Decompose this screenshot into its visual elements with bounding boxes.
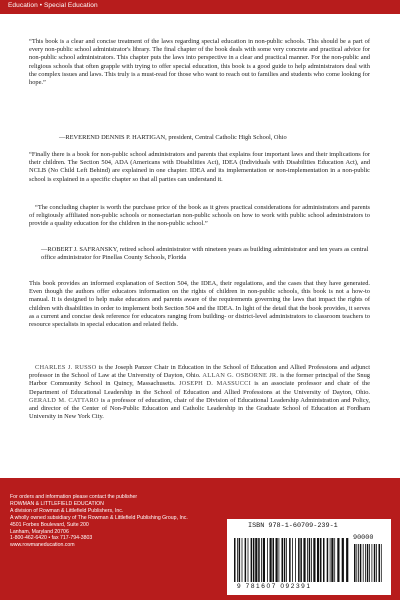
- publisher-line: ROWMAN & LITTLEFIELD EDUCATION: [10, 500, 104, 507]
- publisher-line: A wholly owned subsidiary of The Rowman & Littlefield Publishing Group, Inc.: [10, 514, 188, 521]
- isbn-label: ISBN 978-1-60709-239-1: [248, 522, 338, 530]
- publisher-line: A division of Rowman & Littlefield Publishers, Inc.: [10, 507, 124, 514]
- top-category-bar: [0, 0, 400, 14]
- barcode-number: 9 781607 092391: [237, 583, 312, 590]
- publisher-line: 4501 Forbes Boulevard, Suite 200: [10, 521, 89, 528]
- endorsement-attribution-2: —ROBERT J. SAFRANSKY, retired school administrator with nineteen years as building administrator and ten years as central office administrator for Pinellas County Schools, Florida: [41, 246, 369, 262]
- author-name-massucci: JOSEPH D. MASSUCCI: [178, 380, 251, 388]
- publisher-line: For orders and information please contact the publisher: [10, 494, 138, 500]
- publisher-line: Lanham, Maryland 20706: [10, 528, 69, 535]
- author-name-cattaro: GERALD M. CATTARO: [29, 396, 99, 404]
- book-description: This book provides an informed explanation of Section 504, the IDEA, their regulations, and the cases that they have generated. Even though the authors offer educators information on the rights of children in non-public schools, this book is not a how-to manual. It is designed to help make educators and parents aware of the requirements governing the laws that impact the rights of children with disabilities in order to implement both Section 504 and the IDEA. In light of the detail that the book provides, it serves as a current and concise desk reference for educators ranging from building- or district-level administrators to classroom teachers to resource specialists in special education and related fields.: [29, 280, 370, 329]
- barcode-image: [230, 532, 384, 584]
- publisher-line: www.rowmaneducation.com: [10, 542, 75, 549]
- author-bio-russo: is the Joseph Panzer Chair in Education in the School of Education and Allied Professions and adjunct professor in the School of Law at the University of Dayton, Ohio.: [29, 364, 370, 380]
- back-cover-content: [0, 16, 400, 478]
- author-name-russo: CHARLES J. RUSSO: [35, 364, 97, 371]
- price-code: 90000: [353, 534, 374, 542]
- endorsement-attribution-1: —REVEREND DENNIS P. HARTIGAN, president, Central Catholic High School, Ohio: [59, 134, 287, 141]
- endorsement-quote-2-continued: “The concluding chapter is worth the purchase price of the book as it gives practical considerations for administrators and parents of religiously affiliated non-public schools or nonsectarian non-public schools on how to work with public school administrators to provide a quality education for the children in the non-public school.”: [29, 204, 370, 228]
- author-bios: [29, 364, 370, 421]
- publisher-info: [10, 494, 210, 549]
- category-label: Education • Special Education: [8, 2, 98, 9]
- author-bio-cattaro: is a professor of education, chair of the Division of Educational Leadership Administration and Policy, and director of the Center of Non-Public Education and Catholic Leadership in the Graduate School of Education at Fordham University in New York City.: [29, 396, 371, 421]
- author-bio-massucci: is an associate professor and chair of the Department of Educational Leadership in the School of Education and Allied Professions at the University of Dayton, Ohio.: [29, 380, 370, 396]
- endorsement-quote-1: “This book is a clear and concise treatment of the laws regarding special education in non-public schools. This should be a part of every non-public school administrator's library. The final chapter of the book deals with some very concrete and practical advice for non-public school administrators. This chapter puts the laws into perspective in a clear and practical manner. For the non-public and religious schools that often grapple with trying to offer special education, this book is a good guide to help administrators deal with the complex issues and laws. This truly is a must-read for those who want to reach out to families and students who come looking for hope.”: [29, 38, 370, 87]
- author-name-osborne: ALLAN G. OSBORNE JR.: [202, 372, 279, 380]
- author-bio-osborne: is the former principal of the Snug Harbor Community School in Quincy, Massachusetts.: [29, 372, 370, 388]
- publisher-line: 1-800-462-6420 • fax 717-794-3803: [10, 535, 93, 542]
- endorsement-quote-2: “Finally there is a book for non-public school administrators and parents that explains four important laws and their implications for their children. The Section 504, ADA (Americans with Disabilities Act), IDEA (Individuals with Disabilities Education Act), and NCLB (No Child Left Behind) are explained in one chapter. IDEA and its implementation or non-implementation in a non-public school is explained in a specific chapter so that all parties can understand it.: [29, 151, 370, 183]
